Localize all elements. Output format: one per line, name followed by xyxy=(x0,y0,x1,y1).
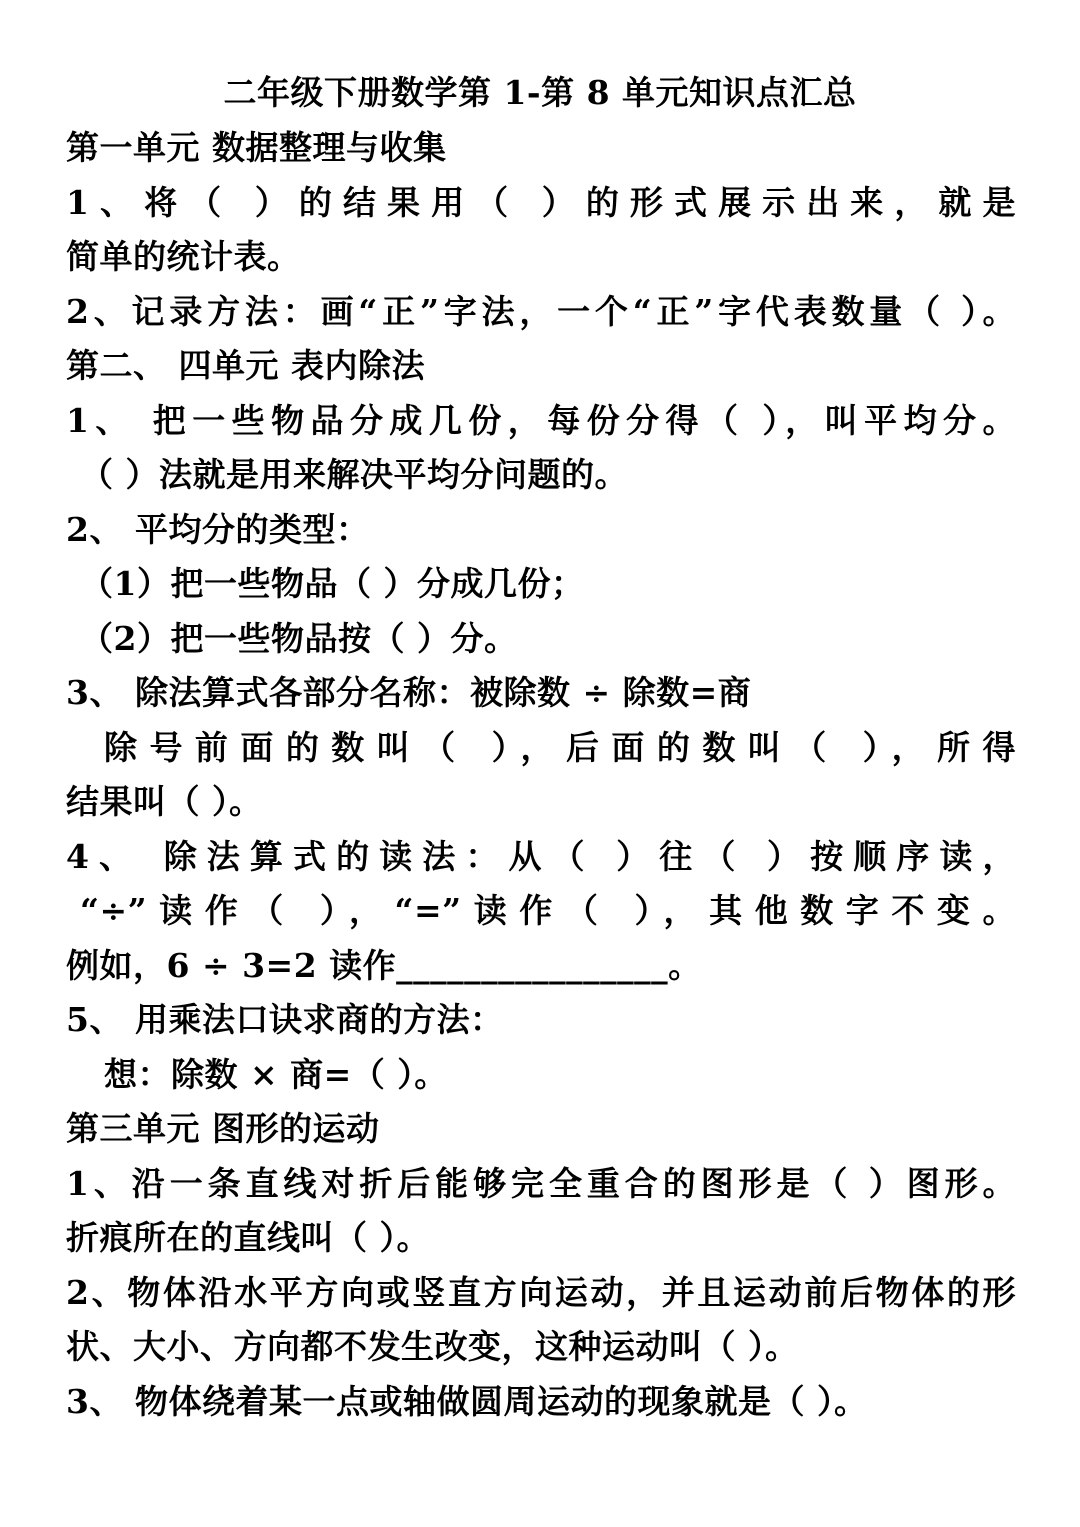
unit2-item-1-line-1: 1、 把一些物品分成几份，每份分得（ ），叫平均分。 xyxy=(66,401,1016,440)
unit2-item-4-example: 例如，6 ÷ 3=2 读作________________。 xyxy=(66,946,702,985)
unit3-item-1-line-2: 折痕所在的直线叫（ ）。 xyxy=(66,1218,430,1257)
unit3-item-2-line-2: 状、大小、方向都不发生改变，这种运动叫（ ）。 xyxy=(66,1327,799,1366)
unit2-item-4-line-2: “÷”读作（ ），“=”读作（ ），其他数字不变。 xyxy=(80,891,1016,930)
unit2-item-2-heading: 2、 平均分的类型： xyxy=(66,510,370,549)
section-heading-unit-2-4: 第二、 四单元 表内除法 xyxy=(66,346,425,385)
unit2-item-4-line-1: 4、 除法算式的读法：从（ ）往（ ）按顺序读， xyxy=(66,837,1016,876)
unit2-item-2-sub-1: （1）把一些物品（ ）分成几份； xyxy=(80,564,585,603)
unit2-item-1-line-2: （ ）法就是用来解决平均分问题的。 xyxy=(80,455,628,494)
unit2-item-3-line-1: 除号前面的数叫（ ），后面的数叫（ ），所得 xyxy=(104,728,1016,767)
unit3-item-3: 3、 物体绕着某一点或轴做圆周运动的现象就是（ ）。 xyxy=(66,1382,868,1421)
section-heading-unit-3: 第三单元 图形的运动 xyxy=(66,1109,380,1148)
unit2-item-5-heading: 5、 用乘法口诀求商的方法： xyxy=(66,1000,504,1039)
section-heading-unit-1: 第一单元 数据整理与收集 xyxy=(66,128,447,167)
unit1-item-1-line-2: 简单的统计表。 xyxy=(66,237,301,276)
unit3-item-2-line-1: 2、物体沿水平方向或竖直方向运动，并且运动前后物体的形 xyxy=(66,1273,1016,1312)
unit2-item-3-line-2: 结果叫（ ）。 xyxy=(66,782,263,821)
unit2-item-2-sub-2: （2）把一些物品按（ ）分。 xyxy=(80,619,518,658)
unit3-item-1-line-1: 1、沿一条直线对折后能够完全重合的图形是（ ）图形。 xyxy=(66,1164,1016,1203)
unit1-item-1-line-1: 1、将（ ）的结果用（ ）的形式展示出来，就是 xyxy=(66,183,1016,222)
unit1-item-2: 2、记录方法：画“正”字法，一个“正”字代表数量（ ）。 xyxy=(66,292,1016,331)
unit2-item-5-line-1: 想：除数 × 商=（ ）。 xyxy=(104,1055,448,1094)
page-title: 二年级下册数学第 1-第 8 单元知识点汇总 xyxy=(223,73,857,112)
unit2-item-3-heading: 3、 除法算式各部分名称：被除数 ÷ 除数=商 xyxy=(66,673,752,712)
